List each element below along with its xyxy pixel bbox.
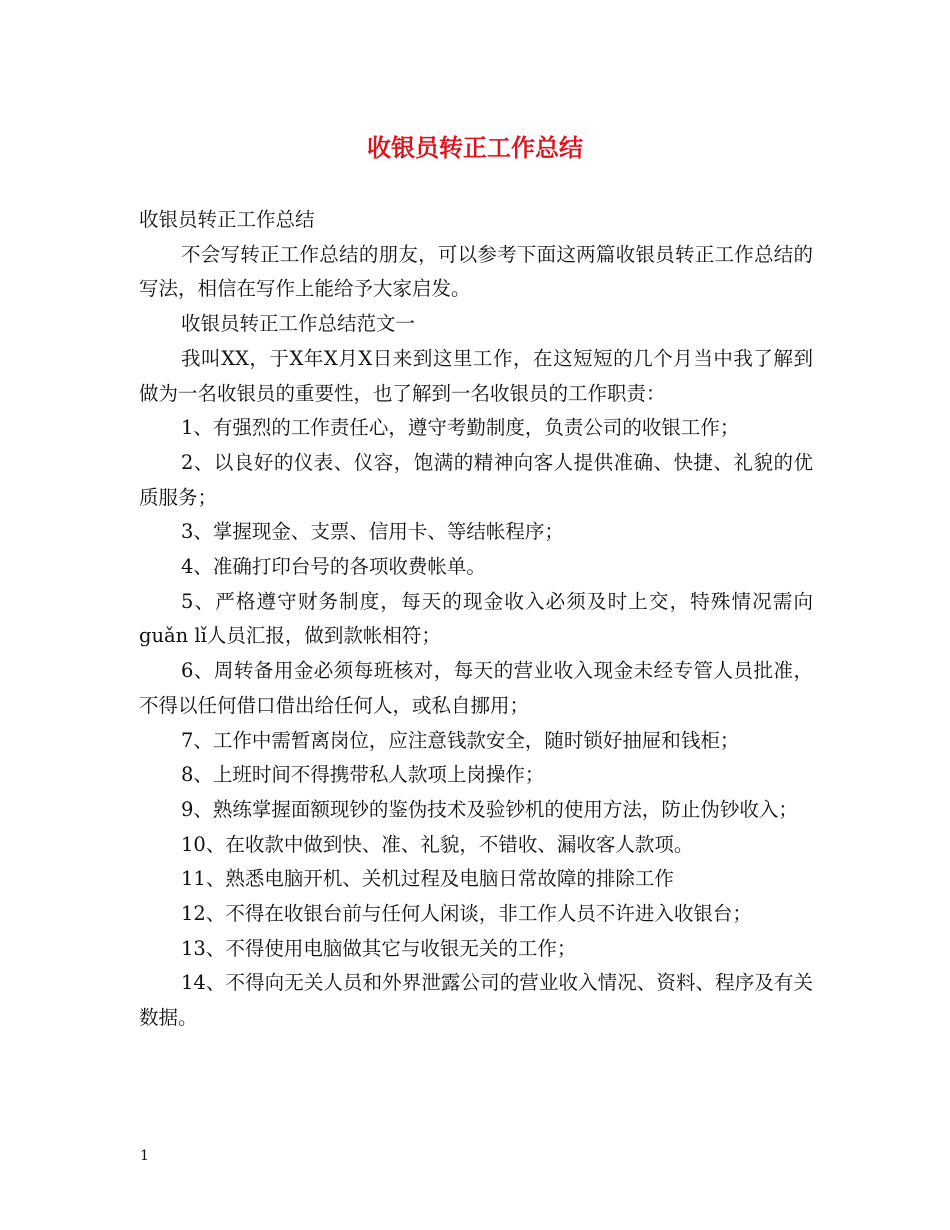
list-item: 2、以良好的仪表、仪容，饱满的精神向客人提供准确、快捷、礼貌的优质服务； bbox=[139, 450, 813, 509]
paragraph: 收银员转正工作总结 bbox=[139, 208, 315, 231]
document-title: 收银员转正工作总结 bbox=[367, 134, 583, 162]
list-item: 11、熟悉电脑开机、关机过程及电脑日常故障的排除工作 bbox=[181, 867, 674, 891]
paragraph: 不会写转正工作总结的朋友，可以参考下面这两篇收银员转正工作总结的写法，相信在写作上能给予大家启发。 bbox=[139, 242, 813, 301]
list-item: 6、周转备用金必须每班核对，每天的营业收入现金未经专管人员批准，不得以任何借口借出给任何人，或私自挪用； bbox=[139, 659, 813, 717]
list-item: 7、工作中需暂离岗位，应注意钱款安全，随时锁好抽屉和钱柜； bbox=[181, 728, 740, 752]
list-item: 13、不得使用电脑做其它与收银无关的工作； bbox=[181, 936, 577, 960]
list-item: 10、在收款中做到快、准、礼貌，不错收、漏收客人款项。 bbox=[181, 832, 694, 856]
list-item: 8、上班时间不得携带私人款项上岗操作； bbox=[181, 763, 545, 787]
list-item: 12、不得在收银台前与任何人闲谈，非工作人员不许进入收银台； bbox=[181, 902, 752, 926]
list-item: 4、准确打印台号的各项收费帐单。 bbox=[181, 555, 486, 579]
list-item: 14、不得向无关人员和外界泄露公司的营业收入情况、资料、程序及有关数据。 bbox=[139, 971, 813, 1030]
list-item: 9、熟练掌握面额现钞的鉴伪技术及验钞机的使用方法，防止伪钞收入； bbox=[181, 797, 798, 821]
paragraph: 我叫XX，于X年X月X日来到这里工作，在这短短的几个月当中我了解到做为一名收银员的重要性，也了解到一名收银员的工作职责： bbox=[139, 346, 813, 405]
paragraph: 收银员转正工作总结范文一 bbox=[181, 312, 416, 336]
page-number: 1 bbox=[140, 1148, 149, 1164]
list-item: 1、有强烈的工作责任心，遵守考勤制度，负责公司的收银工作； bbox=[181, 416, 740, 440]
document-body bbox=[139, 203, 813, 1036]
list-item: 3、掌握现金、支票、信用卡、等结帐程序； bbox=[181, 520, 564, 544]
list-item: 5、严格遵守财务制度，每天的现金收入必须及时上交，特殊情况需向guǎn lǐ人员汇报，做到款帐相符； bbox=[139, 589, 813, 648]
